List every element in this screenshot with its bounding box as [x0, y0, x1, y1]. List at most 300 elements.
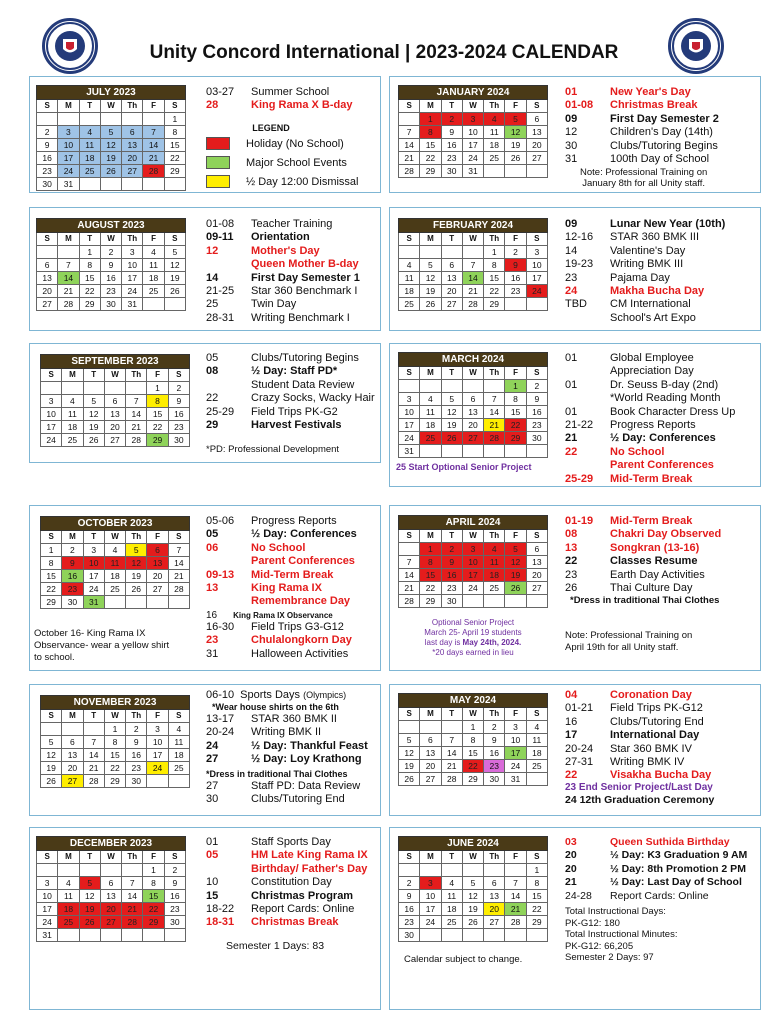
weekday-header: F: [143, 233, 164, 246]
day-cell: 14: [126, 408, 147, 421]
day-cell: 5: [505, 113, 526, 126]
day-cell: 30: [126, 775, 147, 788]
event-text: Mid-Term Break: [610, 472, 693, 485]
nov-thai-dress: *Dress in traditional Thai Clothes: [206, 769, 348, 779]
weekday-header: M: [58, 851, 79, 864]
legend-event: [206, 156, 347, 169]
events-october: [206, 515, 357, 609]
nov-olympics: (Olympics): [303, 690, 347, 700]
day-cell: [79, 929, 100, 942]
day-cell: [526, 595, 547, 608]
event-row: [206, 916, 368, 929]
day-cell: 8: [147, 395, 168, 408]
day-cell: 1: [484, 246, 505, 259]
weekday-header: S: [168, 531, 189, 544]
day-cell: 18: [168, 749, 189, 762]
day-cell: 17: [58, 152, 79, 165]
day-cell: 17: [420, 903, 441, 916]
day-cell: 16: [505, 272, 526, 285]
weekday-header: W: [100, 233, 121, 246]
weekday-header: S: [41, 710, 62, 723]
day-cell: [122, 864, 143, 877]
day-cell: 30: [399, 929, 420, 942]
day-cell: 26: [462, 916, 483, 929]
event-row: [565, 99, 719, 112]
day-cell: 31: [505, 773, 526, 786]
event-date: 17: [565, 729, 578, 742]
weekday-header: T: [83, 531, 104, 544]
day-cell: 25: [526, 760, 547, 773]
day-cell: 22: [104, 762, 125, 775]
event-text: Clubs/Tutoring End: [251, 793, 345, 806]
event-text: Valentine's Day: [610, 244, 686, 257]
event-date: 05: [206, 849, 219, 862]
event-text: Progress Reports: [251, 515, 337, 527]
event-row: [565, 419, 735, 432]
event-date: 21-25: [206, 285, 235, 298]
event-text: Queen Suthida Birthday: [610, 836, 730, 848]
day-cell: 4: [62, 395, 83, 408]
day-cell: 3: [399, 393, 420, 406]
day-cell: 1: [505, 380, 526, 393]
day-cell: 19: [83, 421, 104, 434]
day-cell: [122, 929, 143, 942]
day-cell: 7: [399, 126, 420, 139]
event-text: Staff Sports Day: [251, 836, 331, 848]
event-text: Global Employee: [610, 352, 694, 364]
event-row: [206, 218, 360, 231]
event-text: ½ Day: Loy Krathong: [251, 753, 362, 766]
day-cell: 7: [462, 259, 483, 272]
day-cell: [37, 113, 58, 126]
day-cell: 17: [41, 421, 62, 434]
weekday-header: M: [420, 708, 441, 721]
day-cell: 18: [58, 903, 79, 916]
event-row: [206, 740, 368, 753]
day-cell: 21: [399, 152, 420, 165]
day-cell: 14: [143, 139, 164, 152]
event-row: [206, 258, 360, 271]
nov-sports: [206, 689, 346, 702]
day-cell: 22: [526, 903, 547, 916]
day-cell: 28: [143, 165, 164, 178]
day-cell: 24: [58, 165, 79, 178]
day-cell: 5: [164, 246, 185, 259]
day-cell: 11: [441, 890, 462, 903]
calendar-december: [36, 836, 186, 942]
day-cell: [143, 298, 164, 311]
month-box-june: [389, 827, 761, 1010]
day-cell: 25: [420, 432, 441, 445]
weekday-header: S: [399, 851, 420, 864]
day-cell: [399, 246, 420, 259]
weekday-header: S: [526, 851, 547, 864]
day-cell: 26: [100, 165, 121, 178]
day-cell: 14: [399, 569, 420, 582]
day-cell: 19: [441, 419, 462, 432]
weekday-header: W: [462, 233, 483, 246]
day-cell: 9: [441, 126, 462, 139]
weekday-header: Th: [126, 710, 147, 723]
event-text: STAR 360 BMK II: [251, 713, 337, 725]
day-cell: 15: [505, 406, 526, 419]
day-cell: 13: [37, 272, 58, 285]
day-cell: 13: [62, 749, 83, 762]
event-date: 03: [565, 836, 577, 848]
day-cell: 14: [462, 272, 483, 285]
day-cell: 11: [62, 408, 83, 421]
event-date: 01-19: [565, 515, 594, 527]
day-cell: 29: [41, 596, 62, 609]
day-cell: 9: [484, 734, 505, 747]
event-text: Mid-Term Break: [610, 515, 693, 527]
day-cell: [100, 113, 121, 126]
event-date: 22: [565, 769, 578, 782]
day-cell: 29: [143, 916, 164, 929]
event-text: Mother's Day: [251, 244, 320, 257]
january-note: [580, 167, 707, 189]
weekday-header: F: [505, 530, 526, 543]
day-cell: 11: [399, 272, 420, 285]
jan-note-line1: Note: Professional Training on: [580, 167, 708, 178]
event-row: [565, 140, 719, 153]
day-cell: 19: [79, 903, 100, 916]
day-cell: 29: [484, 298, 505, 311]
day-cell: 8: [164, 126, 185, 139]
event-date: 24-28: [565, 889, 592, 902]
day-cell: 12: [83, 408, 104, 421]
event-date: 25: [206, 298, 219, 311]
day-cell: 6: [441, 259, 462, 272]
event-row: [565, 555, 721, 568]
day-cell: [41, 382, 62, 395]
day-cell: [37, 246, 58, 259]
event-date: 28: [206, 99, 219, 112]
weekday-header: F: [143, 851, 164, 864]
day-cell: 15: [143, 890, 164, 903]
day-cell: [526, 445, 547, 458]
day-cell: 6: [104, 395, 125, 408]
day-cell: 27: [122, 165, 143, 178]
month-box-july: [29, 76, 381, 193]
event-row: [565, 231, 725, 244]
day-cell: 28: [58, 298, 79, 311]
day-cell: 1: [104, 723, 125, 736]
day-cell: 20: [420, 760, 441, 773]
day-cell: 12: [79, 890, 100, 903]
day-cell: 17: [37, 903, 58, 916]
day-cell: 29: [79, 298, 100, 311]
event-text: Earth Day Activities: [610, 568, 705, 581]
weekday-header: T: [83, 710, 104, 723]
day-cell: [441, 246, 462, 259]
weekday-header: M: [62, 369, 83, 382]
day-cell: 26: [83, 434, 104, 447]
event-date: 09: [565, 112, 578, 125]
day-cell: 1: [143, 864, 164, 877]
day-cell: 3: [505, 721, 526, 734]
day-cell: 18: [62, 421, 83, 434]
day-cell: 12: [420, 272, 441, 285]
day-cell: 22: [147, 421, 168, 434]
day-cell: 4: [104, 544, 125, 557]
day-cell: 24: [37, 916, 58, 929]
month-box-august: [29, 207, 381, 331]
event-text: HM Late King Rama IX: [251, 849, 368, 862]
weekday-header: W: [100, 851, 121, 864]
weekday-header: M: [58, 233, 79, 246]
event-date: 31: [565, 153, 578, 166]
calendar-june: [398, 836, 548, 942]
day-cell: 2: [484, 721, 505, 734]
day-cell: 9: [100, 259, 121, 272]
day-cell: 26: [420, 298, 441, 311]
month-box-november: [29, 684, 381, 816]
day-cell: 19: [505, 139, 526, 152]
day-cell: 10: [505, 734, 526, 747]
calendar-february: [398, 218, 548, 311]
weekday-header: S: [399, 530, 420, 543]
day-cell: 5: [399, 734, 420, 747]
day-cell: 12: [505, 126, 526, 139]
event-date: 20: [565, 849, 577, 862]
event-date: [206, 595, 246, 608]
pd-note: *PD: Professional Development: [206, 444, 340, 455]
events-november-2: [206, 780, 360, 807]
weekday-header: Th: [126, 531, 147, 544]
month-header: JANUARY 2024: [399, 86, 548, 100]
event-text: Christmas Break: [251, 916, 339, 929]
event-text: Dr. Seuss B-day (2nd): [610, 378, 719, 391]
day-cell: [62, 723, 83, 736]
weekday-header: W: [104, 531, 125, 544]
day-cell: 23: [484, 760, 505, 773]
day-cell: [420, 929, 441, 942]
month-box-march: [389, 343, 761, 487]
day-cell: 30: [100, 298, 121, 311]
day-cell: 14: [484, 406, 505, 419]
event-text: STAR 360 BMK III: [610, 231, 700, 244]
day-cell: [79, 864, 100, 877]
event-text: Orientation: [251, 231, 310, 244]
weekday-header: W: [462, 851, 483, 864]
senior-note-line2: March 25- April 19 students: [424, 628, 522, 637]
event-date: [565, 392, 605, 405]
event-row: [565, 312, 725, 325]
event-row: [565, 849, 747, 862]
event-date: 26: [565, 582, 578, 595]
day-cell: 22: [505, 419, 526, 432]
weekday-header: S: [399, 708, 420, 721]
day-cell: 10: [420, 890, 441, 903]
weekday-header: S: [526, 100, 547, 113]
event-row: [206, 419, 375, 432]
day-cell: 8: [104, 736, 125, 749]
event-date: 27-31: [565, 756, 594, 769]
event-row: [565, 515, 721, 528]
day-cell: 11: [143, 259, 164, 272]
weekday-header: M: [62, 531, 83, 544]
day-cell: 27: [104, 434, 125, 447]
day-cell: 5: [505, 543, 526, 556]
event-date: 05: [206, 352, 219, 364]
day-cell: [399, 721, 420, 734]
event-text: Writing BMK II: [251, 726, 322, 739]
day-cell: 6: [526, 113, 547, 126]
calendar-may: [398, 693, 548, 786]
calendar-november: [40, 695, 190, 788]
day-cell: 22: [420, 152, 441, 165]
legend-event-label: Major School Events: [246, 156, 347, 169]
day-cell: [79, 178, 100, 191]
event-text: Student Data Review: [251, 378, 355, 391]
day-cell: 24: [420, 916, 441, 929]
event-date: 14: [206, 271, 219, 284]
weekday-header: Th: [484, 530, 505, 543]
event-text: ½ Day: 8th Promotion 2 PM: [610, 862, 746, 875]
event-text: Star 360 Benchmark I: [251, 285, 358, 298]
event-text: Makha Bucha Day: [610, 285, 705, 298]
weekday-header: F: [505, 233, 526, 246]
day-cell: 17: [399, 419, 420, 432]
graduation-ceremony: 24 12th Graduation Ceremony: [565, 794, 715, 806]
event-row: [206, 86, 352, 99]
day-cell: [143, 178, 164, 191]
day-cell: [420, 380, 441, 393]
day-cell: 7: [399, 556, 420, 569]
day-cell: 2: [37, 126, 58, 139]
event-row: [565, 473, 735, 486]
day-cell: 10: [41, 408, 62, 421]
nov-sports-date: 06-10: [206, 689, 235, 701]
event-text: Harvest Festivals: [251, 419, 342, 432]
day-cell: 7: [83, 736, 104, 749]
weekday-header: S: [526, 233, 547, 246]
oct-note-line3: to school.: [34, 652, 75, 663]
day-cell: 23: [164, 903, 185, 916]
weekday-header: S: [168, 710, 189, 723]
day-cell: 17: [83, 570, 104, 583]
day-cell: 25: [58, 916, 79, 929]
day-cell: 30: [441, 165, 462, 178]
day-cell: 9: [505, 259, 526, 272]
day-cell: [420, 864, 441, 877]
day-cell: [462, 929, 483, 942]
event-date: 30: [565, 139, 578, 152]
weekday-header: W: [462, 367, 483, 380]
day-cell: [143, 929, 164, 942]
event-text: Christmas Program: [251, 889, 354, 902]
event-row: [206, 99, 352, 112]
day-cell: 12: [41, 749, 62, 762]
weekday-header: T: [79, 851, 100, 864]
event-date: 25-29: [565, 472, 594, 485]
weekday-header: M: [420, 367, 441, 380]
day-cell: 11: [484, 126, 505, 139]
day-cell: 15: [147, 408, 168, 421]
nov-house-shirts: *Wear house shirts on the 6th: [212, 702, 339, 712]
day-cell: 31: [37, 929, 58, 942]
event-row: [206, 515, 357, 528]
event-date: [206, 379, 246, 392]
day-cell: 12: [126, 557, 147, 570]
day-cell: 29: [104, 775, 125, 788]
day-cell: 17: [122, 272, 143, 285]
event-text: Summer School: [251, 86, 330, 98]
day-cell: [100, 864, 121, 877]
weekday-header: S: [164, 100, 185, 113]
day-cell: 9: [168, 395, 189, 408]
day-cell: 1: [420, 543, 441, 556]
day-cell: 19: [399, 760, 420, 773]
event-row: [206, 876, 368, 889]
day-cell: 8: [79, 259, 100, 272]
day-cell: 27: [100, 916, 121, 929]
event-date: 12: [206, 244, 219, 257]
month-header: NOVEMBER 2023: [41, 696, 190, 710]
weekday-header: F: [505, 100, 526, 113]
month-header: SEPTEMBER 2023: [41, 355, 190, 369]
event-row: [565, 743, 711, 756]
event-row: [565, 542, 721, 555]
day-cell: [526, 929, 547, 942]
event-date: 10: [206, 876, 219, 889]
day-cell: 19: [505, 569, 526, 582]
day-cell: [122, 113, 143, 126]
day-cell: 7: [168, 544, 189, 557]
event-row: [206, 312, 360, 325]
event-date: 16-30: [206, 621, 235, 633]
day-cell: [164, 929, 185, 942]
event-date: 27: [206, 780, 219, 792]
day-cell: 23: [441, 582, 462, 595]
event-date: 31: [206, 647, 219, 660]
event-text: New Year's Day: [610, 86, 691, 98]
event-text: Mid-Term Break: [251, 568, 334, 581]
day-cell: 6: [484, 877, 505, 890]
event-row: [565, 769, 711, 782]
day-cell: 9: [441, 556, 462, 569]
day-cell: [505, 864, 526, 877]
day-cell: 10: [147, 736, 168, 749]
weekday-header: M: [420, 100, 441, 113]
day-cell: 24: [41, 434, 62, 447]
day-cell: [62, 382, 83, 395]
event-date: 01: [565, 405, 578, 418]
weekday-header: Th: [484, 367, 505, 380]
event-row: [565, 379, 735, 392]
legend-halfday: [206, 175, 359, 188]
month-box-january: [389, 76, 761, 193]
events-december: [206, 836, 368, 930]
event-date: 21: [565, 432, 578, 445]
month-header: APRIL 2024: [399, 516, 548, 530]
day-cell: 13: [526, 556, 547, 569]
senior-note-line3: [398, 638, 548, 648]
day-cell: 6: [37, 259, 58, 272]
event-row: [565, 863, 747, 876]
event-date: 30: [206, 793, 219, 806]
day-cell: 16: [484, 747, 505, 760]
event-row: [206, 569, 357, 582]
day-cell: 8: [420, 126, 441, 139]
day-cell: 15: [104, 749, 125, 762]
event-date: 29: [206, 419, 219, 432]
day-cell: [484, 445, 505, 458]
day-cell: 4: [420, 393, 441, 406]
day-cell: 21: [58, 285, 79, 298]
day-cell: 18: [484, 139, 505, 152]
